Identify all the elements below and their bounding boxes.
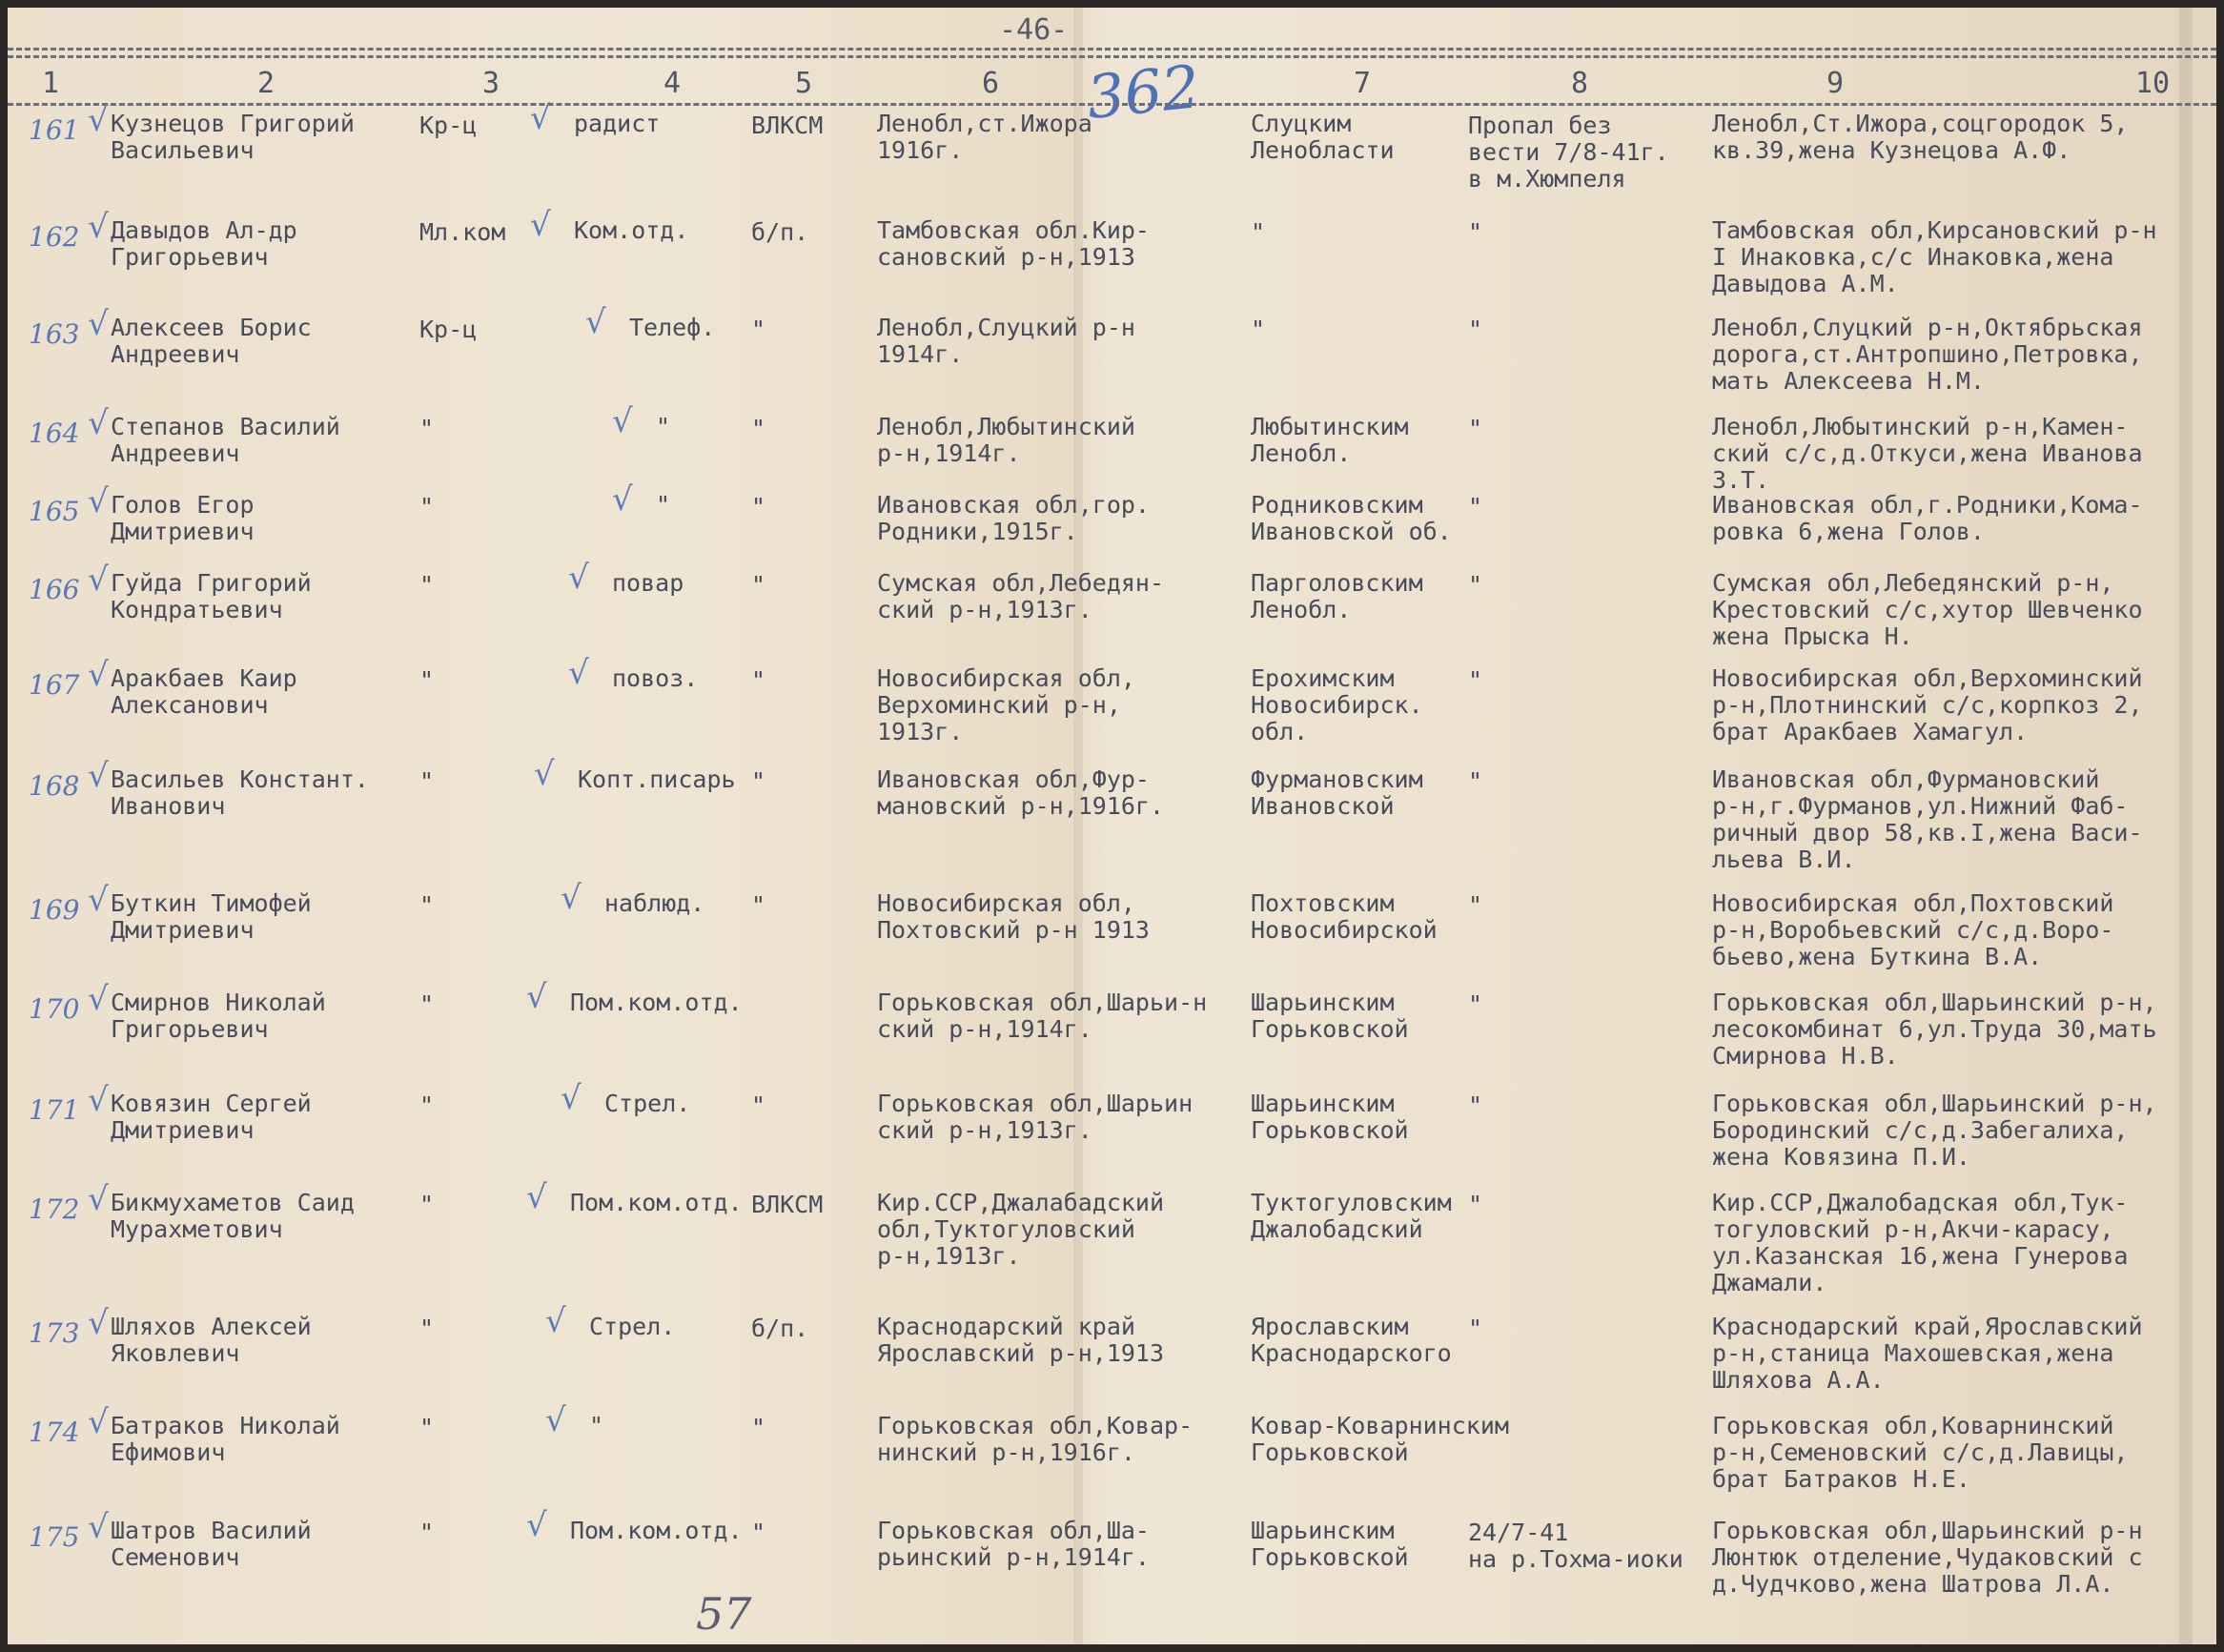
header-rule: [8, 103, 2216, 106]
soldier-name: Аракбаев Каир Алексанович: [111, 664, 297, 719]
check-mark-icon: √: [88, 101, 109, 139]
address-cell: Ленобл,Ст.Ижора,соцгородок 5, кв.39,жена Кузнецова А.Ф.: [1712, 110, 2129, 164]
archive-folio-number: 362: [1083, 51, 1203, 133]
birthplace-cell: Тамбовская обл.Кир- сановский р-н,1913: [877, 216, 1150, 271]
position-cell: Пом.ком.отд.: [570, 989, 743, 1016]
position-cell: ": [589, 1412, 604, 1439]
draft-office-cell: Ерохимским Новосибирск. обл.: [1251, 664, 1423, 745]
soldier-name: Шатров Василий Семенович: [111, 1517, 312, 1571]
table-row: [8, 1401, 2216, 1508]
position-cell: повоз.: [612, 664, 699, 692]
row-number: 165: [29, 496, 80, 527]
row-number: 162: [29, 221, 80, 253]
column-number: 8: [1571, 67, 1589, 100]
row-number: 173: [29, 1317, 80, 1349]
birthplace-cell: Ленобл,Любытинский р-н,1914г.: [877, 413, 1135, 467]
soldier-name: Голов Егор Дмитриевич: [111, 491, 255, 545]
draft-office-cell: ": [1251, 218, 1266, 246]
table-row: [8, 978, 2216, 1085]
birthplace-cell: Горьковская обл,Шарьин ский р-н,1913г.: [877, 1090, 1194, 1144]
party-cell: ВЛКСМ: [751, 112, 824, 139]
fate-cell: Пропал без вести 7/8-41г. в м.Хюмпеля: [1468, 112, 1669, 193]
draft-office-cell: Парголовским Ленобл.: [1251, 569, 1423, 623]
address-cell: Кир.ССР,Джалобадская обл,Тук- тогуловский р-н,Акчи-карасу, ул.Казанская 16,жена Гунерова Джамали.: [1712, 1189, 2129, 1296]
party-cell: ": [751, 493, 766, 520]
table-row: [8, 1178, 2216, 1296]
position-cell: ": [656, 413, 671, 440]
table-row: [8, 1506, 2216, 1613]
check-mark-icon: √: [88, 305, 109, 343]
check-mark-icon: √: [88, 980, 109, 1018]
position-cell: Копт.писарь: [578, 765, 736, 793]
rank-cell: ": [419, 1519, 435, 1546]
soldier-name: Гуйда Григорий Кондратьевич: [111, 569, 312, 623]
soldier-name: Шляхов Алексей Яковлевич: [111, 1313, 312, 1367]
check-mark-icon: √: [545, 1401, 566, 1439]
address-cell: Горьковская обл,Шарьинский р-н Люнтюк отделение,Чудаковский с д.Чудчково,жена Шатрова Л.А.: [1712, 1517, 2143, 1598]
rank-cell: ": [419, 493, 435, 520]
position-cell: повар: [612, 569, 684, 597]
fate-cell: ": [1468, 767, 1483, 795]
check-mark-icon: √: [585, 303, 606, 341]
rank-cell: ": [419, 415, 435, 442]
check-mark-icon: √: [88, 656, 109, 694]
party-cell: ВЛКСМ: [751, 1191, 824, 1218]
rank-cell: Кр-ц: [419, 112, 478, 139]
row-number: 164: [29, 418, 80, 449]
table-row: [8, 1302, 2216, 1409]
rank-cell: ": [419, 1414, 435, 1441]
soldier-name: Буткин Тимофей Дмитриевич: [111, 889, 312, 944]
check-mark-icon: √: [530, 206, 551, 244]
check-mark-icon: √: [88, 1180, 109, 1218]
soldier-name: Бикмухаметов Саид Мурахметович: [111, 1189, 355, 1243]
birthplace-cell: Ленобл,Слуцкий р-н 1914г.: [877, 314, 1135, 368]
soldier-name: Ковязин Сергей Дмитриевич: [111, 1090, 312, 1144]
birthplace-cell: Кир.ССР,Джалабадский обл,Туктогуловский р-н,1913г.: [877, 1189, 1165, 1270]
table-row: [8, 755, 2216, 873]
check-mark-icon: √: [88, 482, 109, 520]
rank-cell: ": [419, 1191, 435, 1218]
address-cell: Ивановская обл,Фурмановский р-н,г.Фурманов,ул.Нижний Фаб- ричный двор 58,кв.I,жена Васи- льева В.И.: [1712, 765, 2143, 873]
position-cell: наблюд.: [604, 889, 705, 917]
party-cell: ": [751, 415, 766, 442]
draft-office-cell: ": [1251, 316, 1266, 343]
address-cell: Тамбовская обл,Кирсановский р-н I Инаковка,с/с Инаковка,жена Давыдова А.М.: [1712, 216, 2157, 297]
draft-office-cell: Ковар-Коварнинским Горьковской: [1251, 1412, 1509, 1466]
birthplace-cell: Краснодарский край Ярославский р-н,1913: [877, 1313, 1165, 1367]
check-mark-icon: √: [88, 404, 109, 442]
column-number: 4: [663, 67, 682, 100]
position-cell: Пом.ком.отд.: [570, 1517, 743, 1544]
table-row: [8, 879, 2216, 986]
table-row: [8, 99, 2216, 206]
party-cell: ": [751, 1519, 766, 1546]
soldier-name: Васильев Констант. Иванович: [111, 765, 369, 820]
birthplace-cell: Ивановская обл,Фур- мановский р-н,1916г.: [877, 765, 1165, 820]
check-mark-icon: √: [568, 559, 589, 597]
check-mark-icon: √: [526, 978, 547, 1016]
column-number: 1: [42, 67, 60, 100]
fate-cell: ": [1468, 1315, 1483, 1342]
rank-cell: ": [419, 767, 435, 795]
party-cell: ": [751, 891, 766, 919]
fate-cell: ": [1468, 666, 1483, 694]
draft-office-cell: Туктогуловским Джалобадский: [1251, 1189, 1452, 1243]
row-number: 169: [29, 894, 80, 926]
check-mark-icon: √: [534, 755, 555, 793]
party-cell: ": [751, 767, 766, 795]
table-row: [8, 559, 2216, 665]
soldier-name: Давыдов Ал-др Григорьевич: [111, 216, 297, 271]
fate-cell: ": [1468, 571, 1483, 599]
row-number: 171: [29, 1094, 80, 1126]
draft-office-cell: Любытинским Ленобл.: [1251, 413, 1409, 467]
draft-office-cell: Шарьинским Горьковской: [1251, 989, 1409, 1043]
row-number: 168: [29, 770, 80, 802]
table-row: [8, 1079, 2216, 1186]
handwritten-number: 57: [696, 1588, 752, 1640]
row-number: 167: [29, 669, 80, 701]
header-rule: [8, 48, 2216, 51]
rank-cell: ": [419, 891, 435, 919]
address-cell: Горьковская обл,Шарьинский р-н, лесокомбинат 6,ул.Труда 30,мать Смирнова Н.В.: [1712, 989, 2157, 1070]
rank-cell: Кр-ц: [419, 316, 478, 343]
birthplace-cell: Горьковская обл,Шарьи-н ский р-н,1914г.: [877, 989, 1208, 1043]
soldier-name: Батраков Николай Ефимович: [111, 1412, 340, 1466]
soldier-name: Кузнецов Григорий Васильевич: [111, 110, 355, 164]
address-cell: Ленобл,Слуцкий р-н,Октябрьская дорога,ст.Антропшино,Петровка, мать Алексеева Н.М.: [1712, 314, 2143, 395]
rank-cell: Мл.ком: [419, 218, 506, 246]
row-number: 170: [29, 993, 80, 1025]
column-number: 6: [982, 67, 1000, 100]
draft-office-cell: Шарьинским Горьковской: [1251, 1090, 1409, 1144]
draft-office-cell: Ярославским Краснодарского: [1251, 1313, 1452, 1367]
party-cell: ": [751, 1091, 766, 1119]
fate-cell: 24/7-41 на р.Тохма-иоки: [1468, 1519, 1683, 1573]
address-cell: Новосибирская обл,Похтовский р-н,Воробьевский с/с,д.Воро- бьево,жена Буткина В.А.: [1712, 889, 2114, 970]
birthplace-cell: Новосибирская обл, Верхоминский р-н, 1913г.: [877, 664, 1135, 745]
page-mark: -46-: [999, 13, 1069, 47]
check-mark-icon: √: [526, 1506, 547, 1544]
fate-cell: ": [1468, 990, 1483, 1018]
row-number: 166: [29, 574, 80, 605]
fate-cell: ": [1468, 891, 1483, 919]
document-sheet: [8, 8, 2216, 1644]
birthplace-cell: Горьковская обл,Ша- рьинский р-н,1914г.: [877, 1517, 1150, 1571]
check-mark-icon: √: [561, 1079, 582, 1117]
fate-cell: ": [1468, 218, 1483, 246]
fate-cell: ": [1468, 493, 1483, 520]
position-cell: Стрел.: [589, 1313, 676, 1340]
fate-cell: ": [1468, 316, 1483, 343]
party-cell: ": [751, 1414, 766, 1441]
rank-cell: ": [419, 990, 435, 1018]
check-mark-icon: √: [545, 1302, 566, 1340]
check-mark-icon: √: [88, 881, 109, 919]
check-mark-icon: √: [88, 1403, 109, 1441]
check-mark-icon: √: [88, 1081, 109, 1119]
column-number: 9: [1826, 67, 1845, 100]
party-cell: б/п.: [751, 1315, 809, 1342]
party-cell: ": [751, 666, 766, 694]
birthplace-cell: Ивановская обл,гор. Родники,1915г.: [877, 491, 1150, 545]
row-number: 174: [29, 1417, 80, 1448]
position-cell: Ком.отд.: [574, 216, 689, 244]
address-cell: Сумская обл,Лебедянский р-н, Крестовский с/с,хутор Шевченко жена Прыска Н.: [1712, 569, 2143, 650]
party-cell: б/п.: [751, 218, 809, 246]
birthplace-cell: Ленобл,ст.Ижора 1916г.: [877, 110, 1092, 164]
check-mark-icon: √: [88, 1508, 109, 1546]
rank-cell: ": [419, 571, 435, 599]
draft-office-cell: Слуцким Ленобласти: [1251, 110, 1395, 164]
position-cell: радист: [574, 110, 661, 137]
address-cell: Новосибирская обл,Верхоминский р-н,Плотнинский с/с,корпкоз 2, брат Аракбаев Хамагул.: [1712, 664, 2143, 745]
check-mark-icon: √: [530, 99, 551, 137]
position-cell: ": [656, 491, 671, 519]
rank-cell: ": [419, 666, 435, 694]
check-mark-icon: √: [88, 208, 109, 246]
column-number: 7: [1354, 67, 1372, 100]
check-mark-icon: √: [526, 1178, 547, 1216]
check-mark-icon: √: [561, 879, 582, 917]
row-number: 161: [29, 114, 80, 146]
position-cell: Пом.ком.отд.: [570, 1189, 743, 1216]
address-cell: Краснодарский край,Ярославский р-н,станица Махошевская,жена Шляхова А.А.: [1712, 1313, 2143, 1394]
column-number: 3: [482, 67, 500, 100]
address-cell: Ивановская обл,г.Родники,Кома- ровка 6,жена Голов.: [1712, 491, 2143, 545]
party-cell: ": [751, 571, 766, 599]
fate-cell: ": [1468, 1191, 1483, 1218]
soldier-name: Степанов Василий Андреевич: [111, 413, 340, 467]
draft-office-cell: Родниковским Ивановской об.: [1251, 491, 1452, 545]
check-mark-icon: √: [612, 480, 633, 519]
birthplace-cell: Новосибирская обл, Похтовский р-н 1913: [877, 889, 1150, 944]
party-cell: ": [751, 316, 766, 343]
rank-cell: ": [419, 1091, 435, 1119]
fate-cell: ": [1468, 415, 1483, 442]
soldier-name: Алексеев Борис Андреевич: [111, 314, 312, 368]
birthplace-cell: Горьковская обл,Ковар- нинский р-н,1916г.: [877, 1412, 1194, 1466]
row-number: 163: [29, 318, 80, 350]
table-row: [8, 206, 2216, 313]
column-number: 2: [257, 67, 275, 100]
check-mark-icon: √: [568, 654, 589, 692]
address-cell: Горьковская обл,Коварнинский р-н,Семеновский с/с,д.Лавицы, брат Батраков Н.Е.: [1712, 1412, 2129, 1493]
rank-cell: ": [419, 1315, 435, 1342]
address-cell: Ленобл,Любытинский р-н,Камен- ский с/с,д.Откуси,жена Иванова З.Т.: [1712, 413, 2143, 494]
birthplace-cell: Сумская обл,Лебедян- ский р-н,1913г.: [877, 569, 1165, 623]
check-mark-icon: √: [88, 757, 109, 795]
column-number: 5: [795, 67, 813, 100]
header-rule: [8, 55, 2216, 58]
column-number: 10: [2135, 67, 2171, 100]
check-mark-icon: √: [88, 1304, 109, 1342]
draft-office-cell: Шарьинским Горьковской: [1251, 1517, 1409, 1571]
check-mark-icon: √: [88, 561, 109, 599]
soldier-name: Смирнов Николай Григорьевич: [111, 989, 326, 1043]
address-cell: Горьковская обл,Шарьинский р-н, Бородинский с/с,д.Забегалиха, жена Ковязина П.И.: [1712, 1090, 2157, 1171]
check-mark-icon: √: [612, 402, 633, 440]
position-cell: Телеф.: [629, 314, 716, 341]
row-number: 172: [29, 1193, 80, 1225]
table-row: [8, 303, 2216, 410]
draft-office-cell: Похтовским Новосибирской: [1251, 889, 1438, 944]
fate-cell: ": [1468, 1091, 1483, 1119]
row-number: 175: [29, 1521, 80, 1553]
table-row: [8, 654, 2216, 761]
position-cell: Стрел.: [604, 1090, 691, 1117]
draft-office-cell: Фурмановским Ивановской: [1251, 765, 1423, 820]
